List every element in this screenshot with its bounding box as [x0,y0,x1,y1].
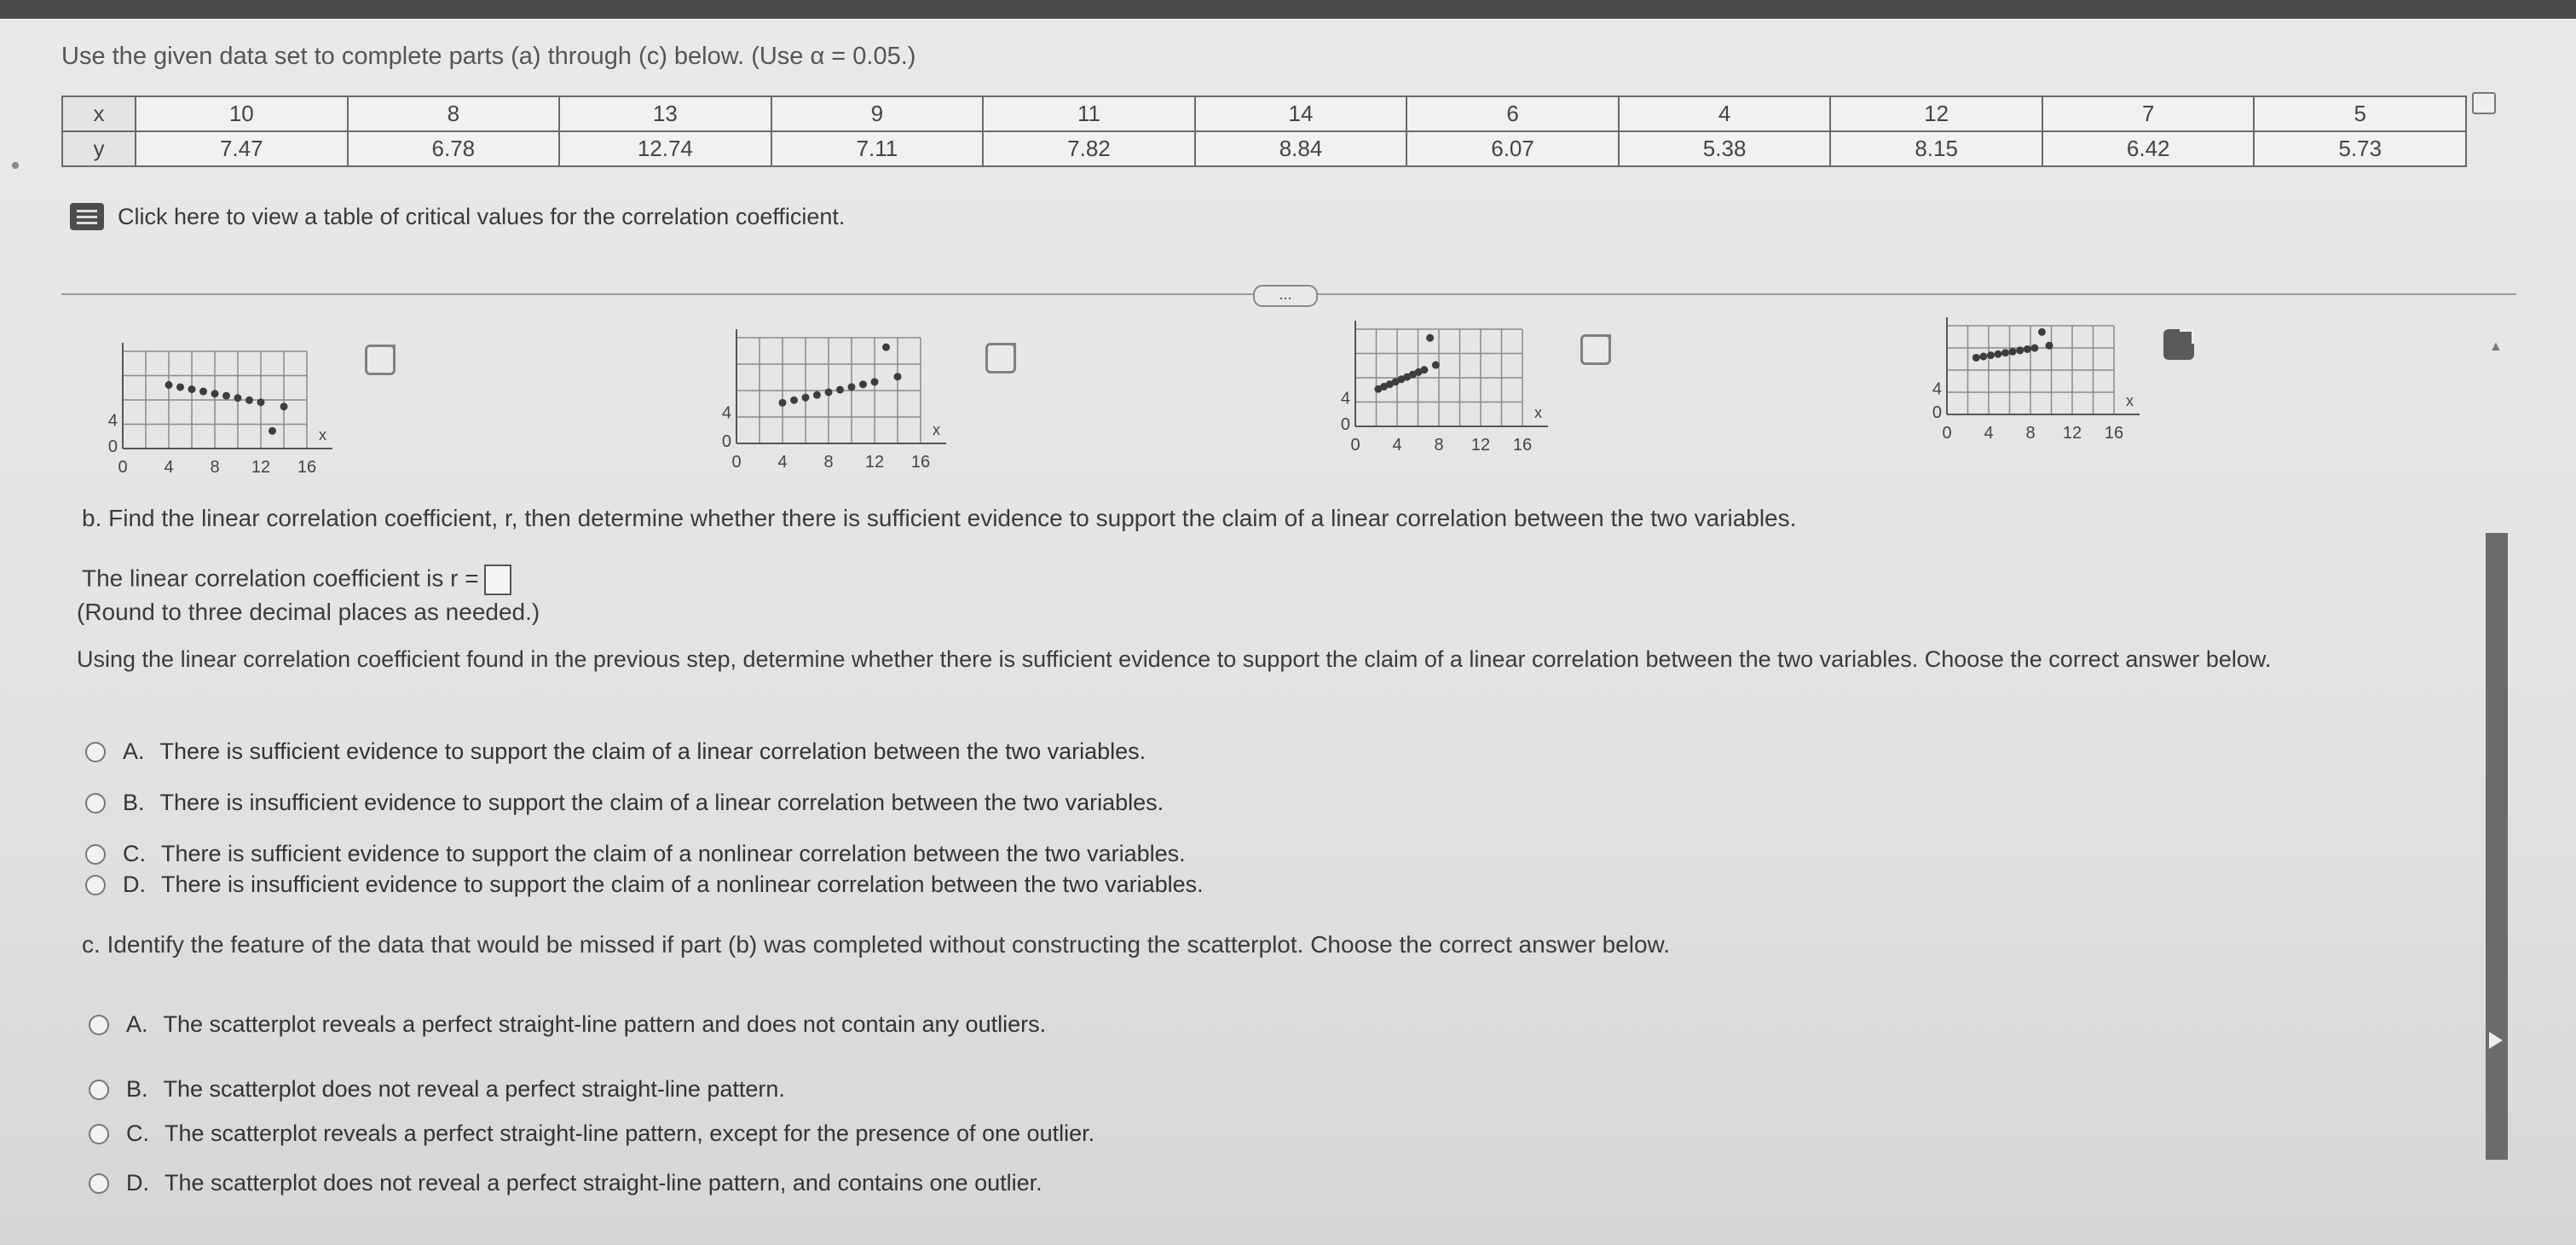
x-tick-label: 16 [2104,424,2124,443]
scatter-point [188,385,196,393]
table-cell-x: 5 [2253,97,2465,130]
bullet-marker [12,162,19,169]
option-letter: A. [123,738,145,764]
x-tick-label: 8 [210,458,220,477]
table-cell-y: 7.47 [135,132,347,165]
r-answer-input[interactable] [484,565,511,595]
option-text: The scatterplot does not reveal a perfect straight-line pattern, and contains one outlier. [165,1170,1043,1196]
critical-values-link-text[interactable]: Click here to view a table of critical values for the correlation coefficient. [118,203,846,229]
x-tick-label: 12 [251,458,271,477]
option-letter: B. [126,1076,148,1102]
table-cell-y: 8.84 [1194,132,1406,165]
scatter-point [257,398,265,406]
table-cell-y: 5.73 [2253,132,2465,165]
critical-values-link[interactable] [70,203,845,230]
more-button[interactable]: ... [1253,285,1318,307]
y-tick-label: 0 [721,432,731,451]
option-text: The scatterplot reveals a perfect straight-line pattern, except for the presence of one outlier. [165,1120,1095,1146]
table-cell-x: 12 [1829,97,2042,130]
scroll-up-icon[interactable]: ▲ [2489,339,2503,354]
radio-button[interactable] [85,875,106,895]
table-cell-y: 12.74 [558,132,771,165]
y-tick-label: 4 [1340,389,1350,408]
scatter-point [836,386,844,394]
table-cell-x: 11 [982,97,1194,130]
option-b-b[interactable] [85,790,1164,816]
scatter-point [176,383,184,391]
row-header-x: x [63,97,135,130]
mouse-cursor-icon [2489,1032,2503,1049]
scatter-point [2001,349,2009,356]
x-axis-label: x [933,421,940,438]
option-text: There is insufficient evidence to support the claim of a nonlinear correlation between the two variables. [161,872,1204,897]
x-tick-label: 16 [910,453,931,472]
x-tick-label: 16 [297,458,317,477]
radio-button[interactable] [89,1173,109,1194]
option-b-a[interactable] [85,738,1146,765]
option-c-d[interactable] [89,1170,1043,1196]
table-row-y [63,130,2465,165]
table-cell-x: 8 [347,97,559,130]
scatter-point [848,383,856,391]
y-tick-label: 4 [107,411,118,431]
scatter-point [882,344,890,351]
x-tick-label: 16 [1512,436,1533,455]
scatter-point [790,397,798,404]
y-tick-label: 4 [721,403,731,423]
scatterplot-option-3[interactable] [1318,317,1557,462]
scatter-point [2038,328,2046,336]
option-b-d[interactable] [85,872,1204,898]
scatter-point [234,394,242,402]
expand-icon[interactable] [985,343,1016,374]
x-tick-label: 0 [1942,424,1952,443]
scatterplot-option-4[interactable] [1909,314,2148,450]
option-letter: D. [123,872,146,897]
table-cell-x: 9 [771,97,983,130]
round-note: (Round to three decimal places as needed.) [77,599,540,625]
scatterplot-svg [1318,317,1557,462]
part-b-question: b. Find the linear correlation coefficient, r, then determine whether there is sufficient evidence to support the claim of a linear correlation between the two variables. [82,505,1797,531]
expand-icon[interactable] [2163,329,2194,360]
option-text: There is sufficient evidence to support the claim of a nonlinear correlation between the two variables. [161,841,1186,866]
option-c-c[interactable] [89,1120,1095,1147]
r-prompt: The linear correlation coefficient is r = [82,565,479,592]
scatter-point [2016,346,2024,354]
y-tick-label: 0 [1340,415,1350,434]
scatter-point [1420,366,1428,374]
x-tick-label: 4 [777,453,788,472]
scatter-point [165,381,173,389]
table-cell-y: 6.07 [1406,132,1618,165]
part-b-followup: Using the linear correlation coefficient found in the previous step, determine whether there is sufficient evidence to support the claim of a linear correlation between the two variables. Choose the correct answer below. [77,646,2272,672]
row-header-y: y [63,132,135,165]
option-letter: C. [126,1120,149,1146]
option-text: The scatterplot does not reveal a perfect straight-line pattern. [163,1076,785,1102]
question-intro: Use the given data set to complete parts (a) through (c) below. (Use α = 0.05.) [61,43,916,70]
table-cell-x: 14 [1194,97,1406,130]
x-tick-label: 8 [2025,424,2036,443]
table-cell-y: 7.82 [982,132,1194,165]
option-text: The scatterplot reveals a perfect straight-line pattern and does not contain any outliers. [163,1011,1047,1037]
scatter-point [245,397,253,404]
table-cell-x: 13 [558,97,771,130]
x-tick-label: 4 [164,458,174,477]
scatter-point [1972,354,1980,362]
scatter-point [1426,334,1434,342]
radio-button[interactable] [85,742,106,762]
table-cell-y: 6.42 [2042,132,2254,165]
scatter-point [1995,350,2002,358]
part-c-question: c. Identify the feature of the data that would be missed if part (b) was completed without constructing the scatterplot. Choose the correct answer below. [82,931,1670,958]
table-cell-x: 7 [2042,97,2254,130]
option-text: There is sufficient evidence to support the claim of a linear correlation between the two variables. [159,738,1146,764]
radio-button[interactable] [89,1015,109,1035]
radio-button[interactable] [85,793,106,814]
table-cell-y: 7.11 [771,132,983,165]
option-letter: A. [126,1011,148,1037]
scatterplot-svg [699,326,955,479]
option-c-a[interactable] [89,1011,1046,1038]
radio-button[interactable] [89,1080,109,1100]
scatter-point [1432,362,1440,369]
browser-top-bar [0,0,2576,19]
table-cell-y: 8.15 [1829,132,2042,165]
scatterplot-option-2[interactable] [699,326,955,479]
x-axis-label: x [319,426,326,443]
x-tick-label: 12 [1470,436,1491,455]
radio-button[interactable] [85,844,106,865]
scatter-point [1987,351,1995,359]
scatter-point [1979,353,1987,361]
radio-button[interactable] [89,1124,109,1144]
option-letter: D. [126,1170,149,1196]
x-tick-label: 0 [731,453,742,472]
scatter-point [813,391,821,399]
x-tick-label: 0 [1350,436,1360,455]
scrollbar[interactable] [2486,533,2508,1160]
table-row-x [63,97,2465,130]
scatter-point [859,380,867,388]
table-cell-y: 6.78 [347,132,559,165]
x-tick-label: 0 [118,458,128,477]
scatter-point [871,378,879,385]
expand-icon[interactable] [1580,334,1611,365]
x-tick-label: 8 [1434,436,1444,455]
x-tick-label: 12 [864,453,885,472]
x-tick-label: 8 [823,453,834,472]
scatterplot-svg [1909,314,2148,450]
y-tick-label: 0 [107,437,118,456]
scatter-point [894,373,902,380]
y-tick-label: 4 [1932,379,1942,399]
x-tick-label: 4 [1984,424,1994,443]
option-text: There is insufficient evidence to support the claim of a linear correlation between the two variables. [159,790,1164,815]
scatter-point [269,427,276,435]
x-axis-label: x [2126,392,2134,409]
option-letter: C. [123,841,146,866]
option-letter: B. [123,790,145,815]
scatter-point [802,394,810,402]
scatter-point [211,390,219,397]
scatterplot-option-1[interactable] [85,339,341,484]
scatter-point [2030,345,2038,352]
table-cell-x: 6 [1406,97,1618,130]
x-axis-label: x [1534,404,1542,421]
r-prompt-row [82,565,511,595]
x-tick-label: 4 [1392,436,1402,455]
scatter-point [825,388,833,396]
scatter-point [199,388,207,396]
table-cell-x: 4 [1618,97,1830,130]
scatterplot-svg [85,339,341,484]
expand-icon[interactable] [365,345,396,375]
table-cell-x: 10 [135,97,347,130]
scatter-point [2024,345,2031,353]
scatter-point [280,402,288,410]
scatter-point [1403,374,1411,381]
table-icon [70,203,104,230]
x-tick-label: 12 [2062,424,2082,443]
scatter-point [1380,383,1388,391]
copy-table-icon[interactable] [2472,92,2496,114]
option-b-c[interactable] [85,841,1186,867]
table-cell-y: 5.38 [1618,132,1830,165]
scatter-point [2046,342,2053,350]
scatter-point [1392,378,1400,385]
option-c-b[interactable] [89,1076,785,1103]
y-tick-label: 0 [1932,403,1942,422]
scatter-point [222,392,230,400]
scatter-point [2009,348,2017,356]
data-table [61,96,2467,167]
scatter-point [779,399,787,407]
